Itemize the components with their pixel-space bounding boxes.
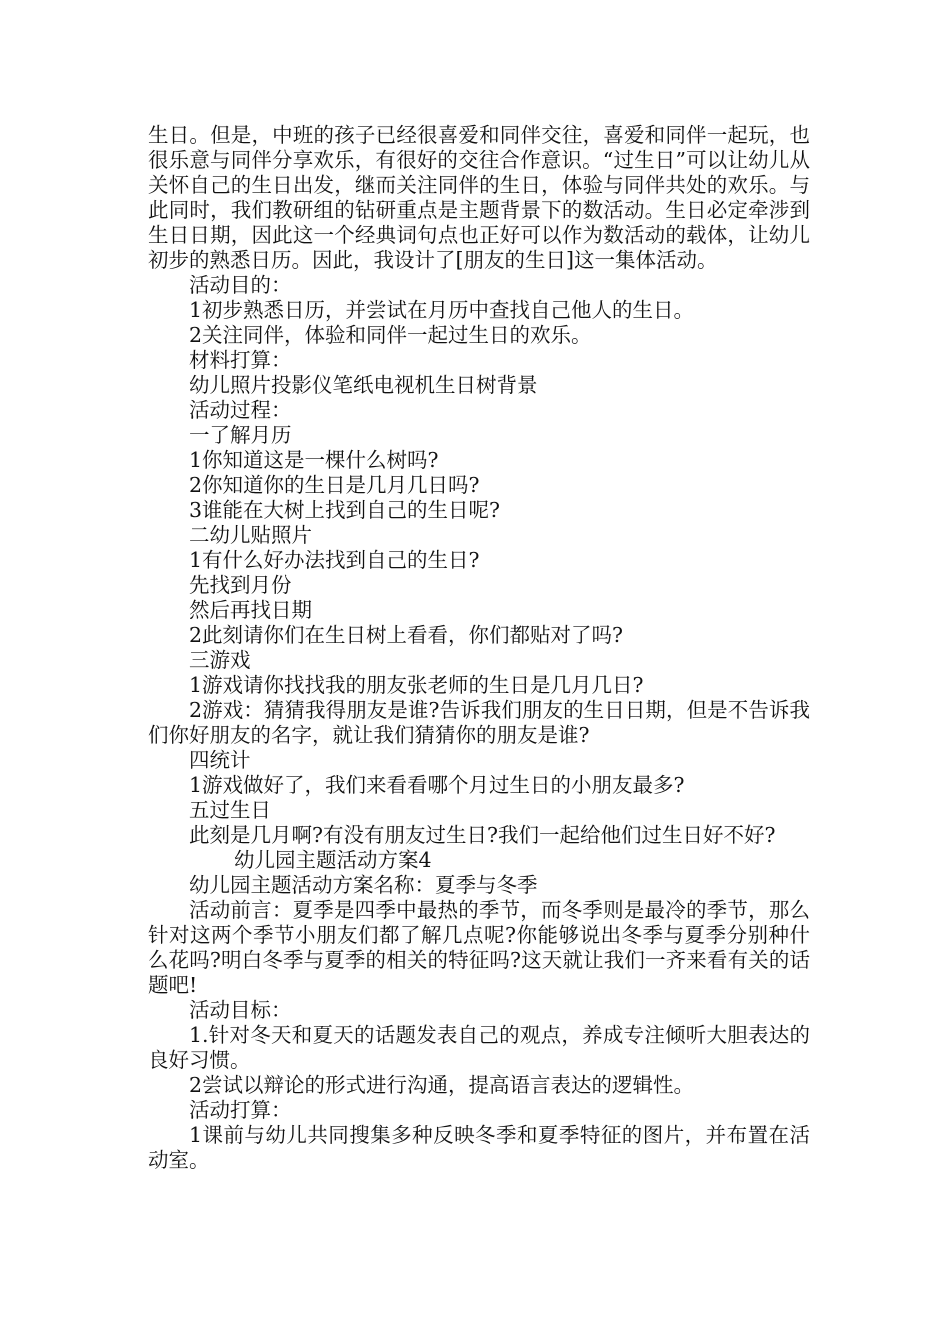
paragraph: 活动目的： <box>189 273 292 297</box>
paragraph: 1课前与幼儿共同搜集多种反映冬季和夏季特征的图片，并布置在活动室。 <box>148 1123 810 1172</box>
paragraph: 二幼儿贴照片 <box>189 523 312 547</box>
paragraph: 活动前言：夏季是四季中最热的季节，而冬季则是最冷的季节，那么针对这两个季节小朋友们都了解几点呢?你能够说出冬季与夏季分别种什么花吗?明白冬季与夏季的相关的特征吗?这天就让我们一齐来看有关的话题吧! <box>148 898 810 997</box>
paragraph: 1你知道这是一棵什么树吗? <box>189 448 439 472</box>
paragraph: 2游戏：猜猜我得朋友是谁?告诉我们朋友的生日日期，但是不告诉我们你好朋友的名字，就让我们猜猜你的朋友是谁? <box>148 698 810 747</box>
paragraph: 幼儿照片投影仪笔纸电视机生日树背景 <box>189 373 538 397</box>
paragraph: 2你知道你的生日是几月几日吗? <box>189 473 480 497</box>
paragraph: 活动打算： <box>189 1098 292 1122</box>
paragraph: 然后再找日期 <box>189 598 312 622</box>
paragraph: 五过生日 <box>189 798 271 822</box>
paragraph: 2此刻请你们在生日树上看看，你们都贴对了吗? <box>189 623 624 647</box>
paragraph: 生日。但是，中班的孩子已经很喜爱和同伴交往，喜爱和同伴一起玩，也很乐意与同伴分享欢乐，有很好的交往合作意识。“过生日”可以让幼儿从关怀自己的生日出发，继而关注同伴的生日，体验与同伴共处的欢乐。与此同时，我们教研组的钻研重点是主题背景下的数活动。生日必定牵涉到生日日期，因此这一个经典词句点也正好可以作为数活动的载体，让幼儿初步的熟悉日历。因此，我设计了[朋友的生日]这一集体活动。 <box>148 123 810 272</box>
paragraph: 1有什么好办法找到自己的生日? <box>189 548 480 572</box>
paragraph: 先找到月份 <box>189 573 292 597</box>
paragraph: 3谁能在大树上找到自己的生日呢? <box>189 498 501 522</box>
paragraph: 幼儿园主题活动方案名称：夏季与冬季 <box>189 873 538 897</box>
paragraph: 材料打算： <box>189 348 292 372</box>
paragraph: 四统计 <box>189 748 251 772</box>
paragraph: 1初步熟悉日历，并尝试在月历中查找自己他人的生日。 <box>189 298 695 322</box>
paragraph: 一了解月历 <box>189 423 292 447</box>
paragraph: 活动过程： <box>189 398 292 422</box>
paragraph: 1游戏请你找找我的朋友张老师的生日是几月几日? <box>189 673 644 697</box>
paragraph: 1游戏做好了，我们来看看哪个月过生日的小朋友最多? <box>189 773 685 797</box>
paragraph: 2关注同伴，体验和同伴一起过生日的欢乐。 <box>189 323 592 347</box>
paragraph: 三游戏 <box>189 648 251 672</box>
section-title: 幼儿园主题活动方案4 <box>234 848 432 872</box>
paragraph: 活动目标： <box>189 998 292 1022</box>
paragraph: 1.针对冬天和夏天的话题发表自己的观点，养成专注倾听大胆表达的良好习惯。 <box>148 1023 810 1072</box>
document-page <box>148 123 810 1173</box>
paragraph: 2尝试以辩论的形式进行沟通，提高语言表达的逻辑性。 <box>189 1073 695 1097</box>
paragraph: 此刻是几月啊?有没有朋友过生日?我们一起给他们过生日好不好? <box>189 823 776 847</box>
